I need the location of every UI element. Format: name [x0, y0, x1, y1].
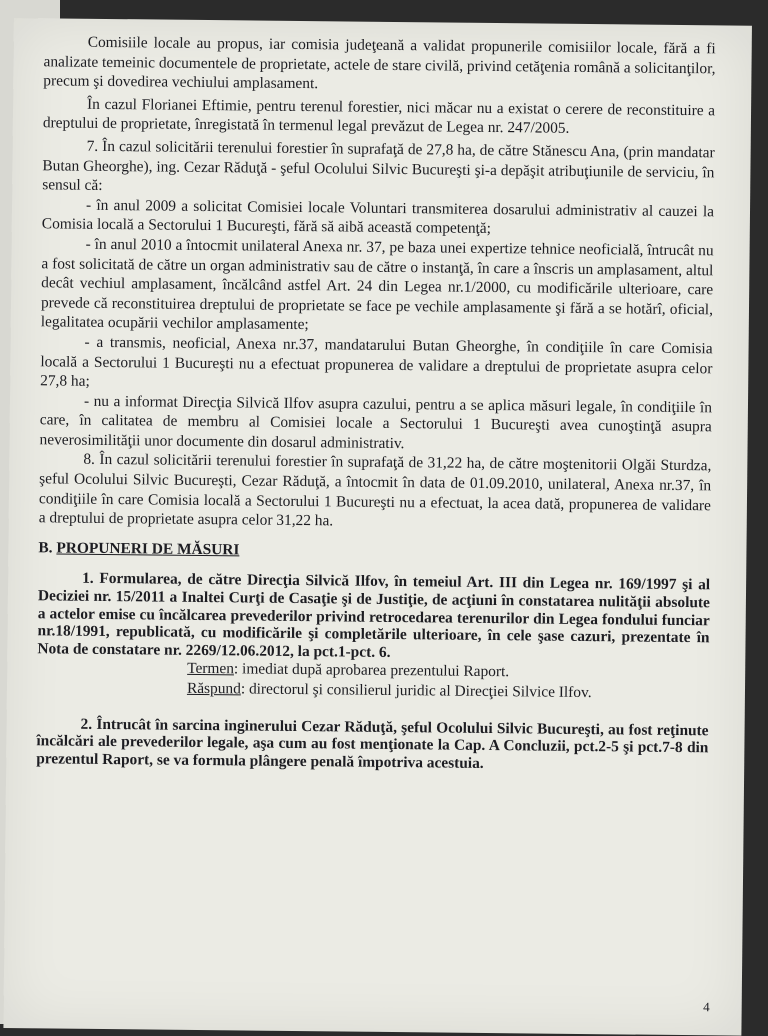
page-content — [36, 32, 716, 774]
section-b-title: PROPUNERI DE MĂSURI — [56, 539, 240, 559]
paragraph-committees: Comisiile locale au propus, iar comisia judeţeană a validat propunerile comisiilor locale, fără a fi analizate temeinic documentele de proprietate, actele de stare civilă, privind cetăţenia română a solicitanţilor, precum şi dovedirea vechiului amplasament. — [43, 33, 716, 93]
document-page — [3, 18, 752, 1036]
term-label: Termen — [187, 660, 235, 678]
responsible-label: Răspund — [186, 679, 241, 698]
section-b-heading — [38, 538, 710, 565]
responsible-value: : directorul şi consilierul juridic al Direcţiei Silvice Ilfov. — [240, 680, 592, 702]
term-value: : imediat după aprobarea prezentului Raport. — [233, 660, 510, 681]
paragraph-eftimie: În cazul Florianei Eftimie, pentru terenul forestier, nici măcar nu a existat o cerere de reconstituire a dreptului de proprietate, înregistată în termenul legal prevăzut de Legea nr. 247/2005. — [42, 95, 716, 138]
bullet-informat: - nu a informat Direcţia Silvică Ilfov asupra cazului, pentru a se aplica măsuri legale, în condiţiile în care, în calitatea de membru al Comisiei locale a Sectorului 1 Bucureşti avea cunoştinţă asupra neverosimilităţii unor documente din dosarul administrativ. — [39, 392, 713, 452]
section-b-letter: B. — [38, 539, 53, 557]
paragraph-point-8: 8. În cazul solicitării terenului forestier în suprafaţă de 31,22 ha, de către moştenitorii Olgăi Sturdza, şeful Ocolului Silvic Bucureşti, Cezar Răduţă, a întocmit în data de 01.09.2010, unilateral, Anexa nr.37, în condiţiile în care Comisia locală a Sectorului 1 Bucureşti nu a efectuat, la acea dată, propunerea de validare a dreptului de proprietate asupra celor 31,22 ha. — [38, 451, 712, 530]
bullet-transmis: - a transmis, neoficial, Anexa nr.37, mandatarului Butan Gheorghe, în condiţiile în care Comisia locală a Sectorului 1 Bucureşti nu a efectuat propunerea de validare a dreptului de proprietate asupra celor 27,8 ha; — [40, 333, 713, 390]
measure-1: 1. Formularea, de către Direcţia Silvică Ilfov, în temeiul Art. III din Legea nr. 169/1997 şi al Deciziei nr. 15/2011 a Inaltei Curţi de Casaţie şi de Justiţie, de acţiuni în constatarea nulităţii absolute a actelor emise cu încălcarea prevederilor privind retrocedarea terenurilor din Legea fondului funciar nr.18/1991, republicată, cu modificările şi completările ulterioare, în cele şase cazuri, prezentate în Nota de constatare nr. 2269/12.06.2012, la pct.1-pct. 6. — [37, 570, 711, 661]
measure-2: 2. Întrucât în sarcina inginerului Cezar Răduţă, şeful Ocolului Silvic Bucureşti, au fost reţinute încălcări ale prevederilor legale, aşa cum au fost menţionate la Cap. A Concluzii, pct.2-5 şi pct.7-8 din prezentul Raport, se va formula plângere penală împotriva acestuia. — [36, 715, 709, 772]
bullet-2010: - în anul 2010 a întocmit unilateral Anexa nr. 37, pe baza unei expertize tehnice neoficială, întrucât nu a fost solicitată de către un organ administrativ sau de către o instanţă, în care a înscris un amplasament, altul decât vechiul amplasament, încălcând astfel Art. 24 din Legea nr.1/2000, cu modificările ulterioare, care prevede că reconstituirea dreptului de proprietate se face pe vechile amplasamente şi fără a se hotărî, oficial, legalitatea ocupării vechilor amplasamente; — [40, 235, 714, 334]
paragraph-point-7: 7. În cazul solicitării terenului forestier în suprafaţă de 27,8 ha, de către Stănescu Ana, (prin mandatar Butan Gheorghe), ing. Cezar Răduţă - şeful Ocolului Silvic Bucureşti şi-a depăşit atribuţiunile de serviciu, în sensul că: — [42, 137, 715, 195]
page-number: 4 — [703, 999, 710, 1015]
bullet-2009: - în anul 2009 a solicitat Comisiei locale Voluntari transmiterea dosarului administrativ al cauzei la Comisia locală a Sectorului 1 Bucureşti, fără să aibă această competenţă; — [41, 196, 715, 238]
